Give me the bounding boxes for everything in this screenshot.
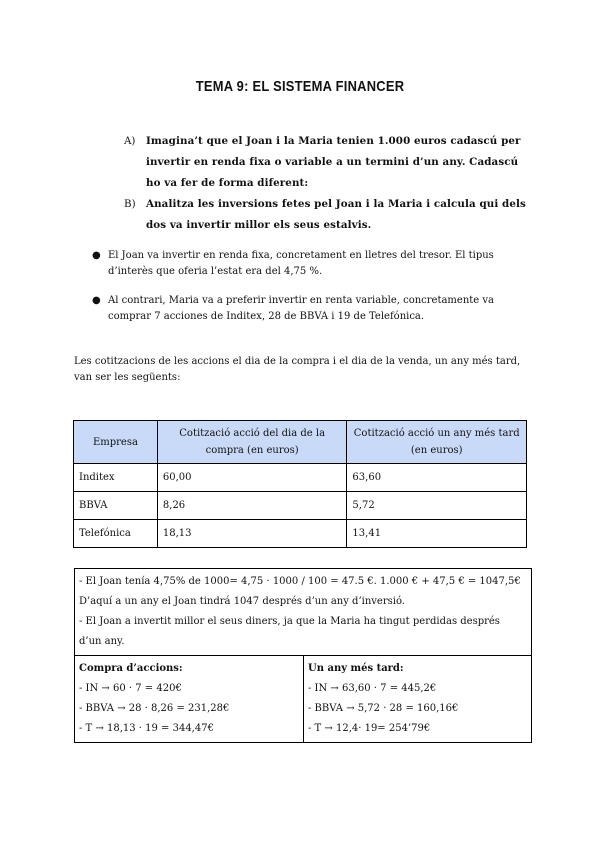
stock-prices-table [73, 420, 527, 548]
calc-columns [75, 656, 531, 742]
cell-purchase: 8,26 [157, 492, 347, 520]
purchase-item: - BBVA → 28 · 8,26 = 231,28€ [79, 703, 230, 714]
question-letter: B) [124, 198, 136, 210]
cell-later: 13,41 [347, 520, 527, 548]
purchase-item: - IN → 60 · 7 = 420€ [79, 683, 182, 694]
later-item: - BBVA → 5,72 · 28 = 160,16€ [308, 703, 459, 714]
purchase-column [75, 656, 303, 742]
purchase-heading: Compra d’accions: [79, 663, 183, 674]
question-text: Imagina’t que el Joan i la Maria tenien 1.000 euros cadascú per invertir en renda fixa o variable a un termini d’un any. Cadascú ho va fer de forma diferent: [146, 135, 521, 189]
later-heading: Un any més tard: [308, 663, 404, 674]
bullet-maria [92, 293, 532, 325]
purchase-item: - T → 18,13 · 19 = 344,47€ [79, 723, 214, 734]
bullet-dot-icon: ● [92, 250, 101, 261]
table-row [74, 492, 527, 520]
table-row [74, 520, 527, 548]
later-item: - T → 12,4· 19= 254’79€ [308, 723, 431, 734]
bullet-dot-icon: ● [92, 295, 101, 306]
intro-paragraph: Les cotitzacions de les accions el dia de la compra i el dia de la venda, un any més tard, van ser les següents: [74, 356, 521, 383]
calc-conclusion [75, 569, 531, 656]
header-later-price: Cotització acció un any més tard (en euros) [347, 421, 527, 464]
question-list [124, 131, 528, 236]
table-header-row [74, 421, 527, 464]
calc-line: - El Joan tenía 4,75% de 1000= 4,75 · 1000 / 100 = 47.5 €. 1.000 € + 47,5 € = 1047,5€ D’aquí a un any el Joan tindrá 1047 després d’un any d’inversió. [79, 576, 521, 607]
bullet-text: El Joan va invertir en renda fixa, concretament en lletres del tresor. El tipus d’interès que oferia l’estat era del 4,75 %. [108, 250, 494, 277]
cell-company: BBVA [74, 492, 158, 520]
cell-later: 5,72 [347, 492, 527, 520]
cell-company: Inditex [74, 464, 158, 492]
cell-purchase: 18,13 [157, 520, 347, 548]
calculation-box [74, 568, 532, 743]
question-letter: A) [124, 135, 136, 147]
header-empresa: Empresa [74, 421, 158, 464]
header-purchase-price: Cotització acció del dia de la compra (en euros) [157, 421, 347, 464]
table-row [74, 464, 527, 492]
later-item: - IN → 63,60 · 7 = 445,2€ [308, 683, 437, 694]
question-a [124, 131, 528, 194]
page-title: TEMA 9: EL SISTEMA FINANCER [195, 78, 405, 95]
bullet-joan [92, 248, 532, 280]
cell-purchase: 60,00 [157, 464, 347, 492]
cell-later: 63,60 [347, 464, 527, 492]
bullet-text: Al contrari, Maria va a preferir invertir en renta variable, concretamente va comprar 7 acciones de Inditex, 28 de BBVA i 19 de Telefónica. [108, 295, 494, 322]
cell-company: Telefónica [74, 520, 158, 548]
calc-line: - El Joan a invertit millor el seus diners, ja que la Maria ha tingut perdidas després d’un any. [79, 616, 500, 647]
question-text: Analitza les inversions fetes pel Joan i la Maria i calcula qui dels dos va invertir millor els seus estalvis. [146, 198, 526, 231]
question-b [124, 194, 528, 236]
later-column [303, 656, 531, 742]
